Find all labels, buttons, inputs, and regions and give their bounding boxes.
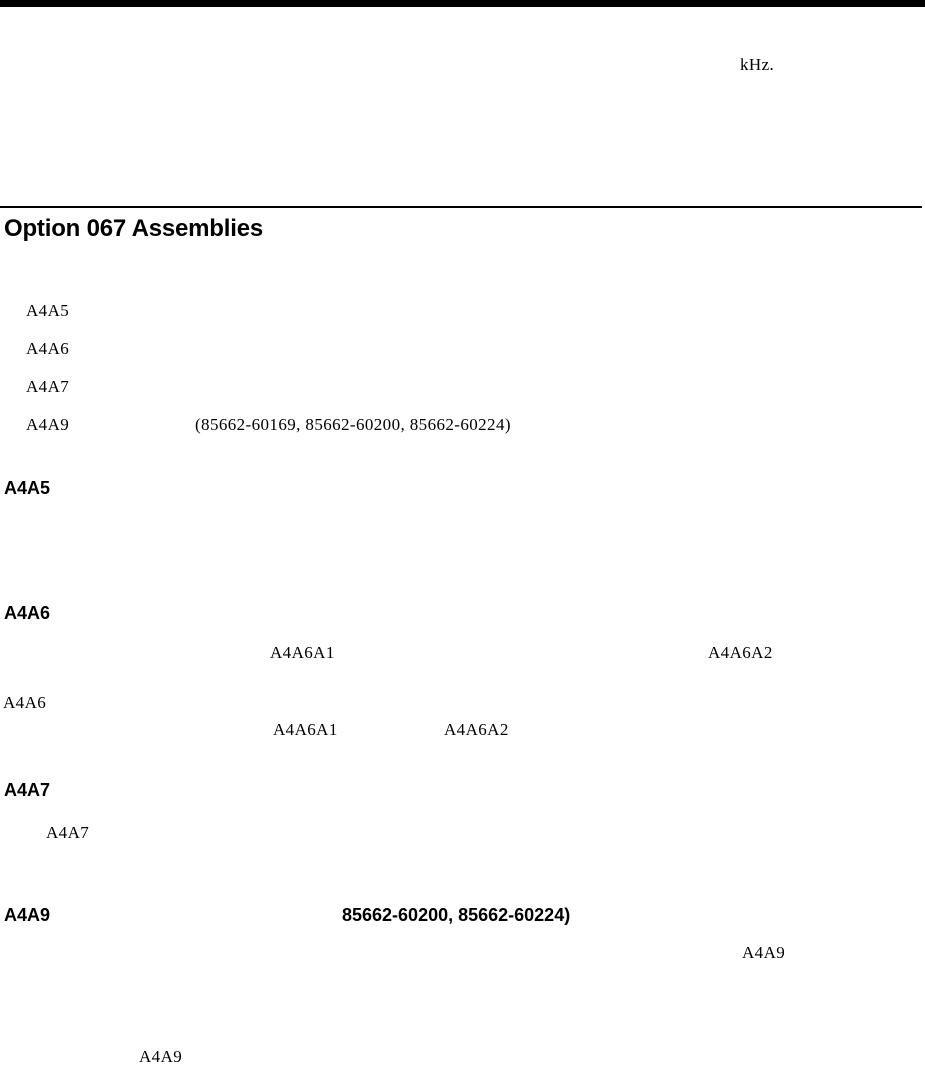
a4a5-heading: A4A5	[4, 478, 51, 498]
a4a6-ref: A4A6A2	[708, 643, 773, 662]
section-rule	[0, 206, 922, 208]
a4a9-heading-parts: 85662-60200, 85662-60224)	[342, 905, 571, 925]
a4a9-ref: A4A9	[139, 1047, 183, 1066]
a4a6-ref: A4A6	[3, 693, 47, 712]
unit-text: kHz.	[740, 55, 775, 74]
a4a6-ref: A4A6A1	[270, 643, 335, 662]
list-item-code: A4A5	[26, 301, 70, 320]
list-item-parts: (85662-60169, 85662-60200, 85662-60224)	[195, 415, 511, 434]
a4a7-heading: A4A7	[4, 780, 51, 800]
a4a9-ref: A4A9	[742, 943, 786, 962]
a4a6-ref: A4A6A1	[273, 720, 338, 739]
list-item-code: A4A7	[26, 377, 70, 396]
top-rule	[0, 0, 925, 7]
a4a7-ref: A4A7	[46, 823, 90, 842]
a4a6-ref: A4A6A2	[444, 720, 509, 739]
a4a6-heading: A4A6	[4, 603, 51, 623]
list-item-code: A4A6	[26, 339, 70, 358]
section-title: Option 067 Assemblies	[4, 215, 264, 242]
a4a9-heading: A4A9	[4, 905, 51, 925]
list-item-code: A4A9	[26, 415, 70, 434]
